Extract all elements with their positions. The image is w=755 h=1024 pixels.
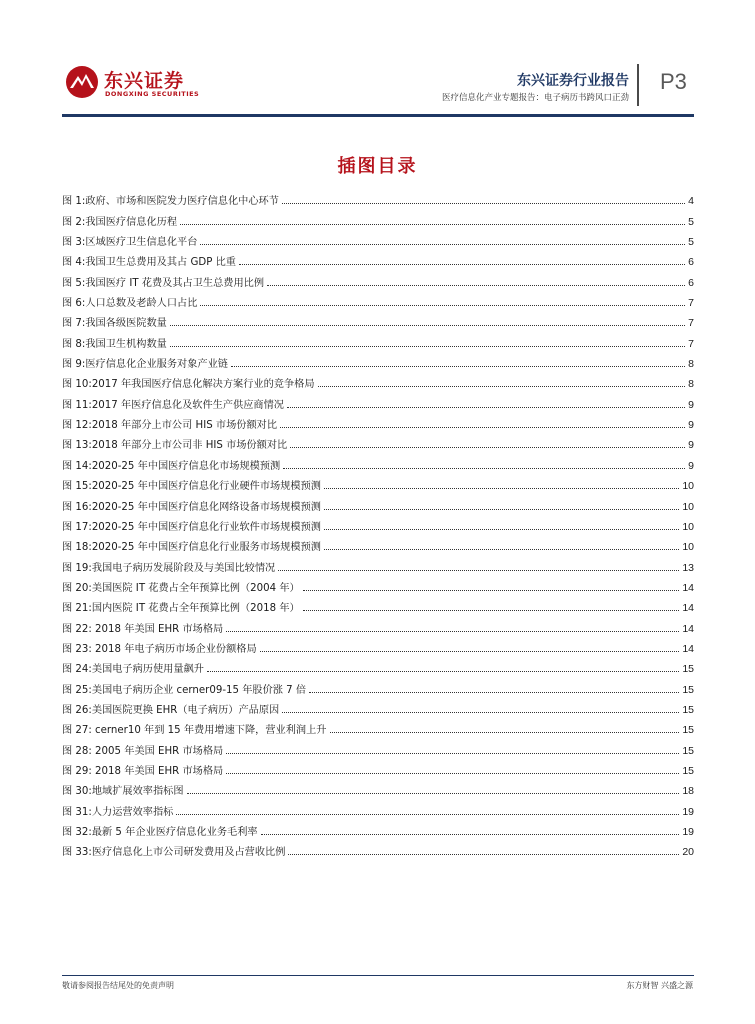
toc-leader-dots [180, 224, 685, 225]
toc-entry-label: 图 20:美国医院 IT 花费占全年预算比例（2004 年） [62, 582, 300, 594]
toc-entry-page: 15 [682, 683, 694, 696]
toc-entry[interactable] [62, 675, 694, 695]
toc-entry[interactable] [62, 513, 694, 533]
toc-entry-page: 7 [688, 337, 694, 350]
header-divider [637, 64, 639, 106]
toc-entry-page: 19 [682, 805, 694, 818]
toc-entry-page: 7 [688, 317, 694, 330]
toc-entry-label: 图 19:我国电子病历发展阶段及与美国比较情况 [62, 562, 276, 574]
toc-entry-page: 10 [682, 541, 694, 554]
toc-entry[interactable] [62, 757, 694, 777]
figure-toc-list [62, 187, 694, 858]
page-header [0, 0, 755, 118]
header-rule [62, 114, 694, 117]
toc-entry[interactable] [62, 289, 694, 309]
toc-leader-dots [170, 346, 685, 347]
toc-entry-page: 9 [688, 459, 694, 472]
toc-entry-page: 15 [682, 764, 694, 777]
toc-entry[interactable] [62, 370, 694, 390]
toc-leader-dots [330, 732, 680, 733]
toc-entry-label: 图 24:美国电子病历使用量飙升 [62, 664, 204, 676]
toc-leader-dots [324, 549, 679, 550]
toc-entry-label: 图 14:2020-25 年中国医疗信息化市场规模预测 [62, 460, 281, 472]
toc-leader-dots [231, 366, 685, 367]
toc-leader-dots [226, 631, 679, 632]
toc-leader-dots [176, 814, 679, 815]
toc-entry-page: 15 [682, 724, 694, 737]
toc-entry-page: 9 [688, 419, 694, 432]
toc-leader-dots [324, 488, 679, 489]
toc-entry-page: 6 [688, 256, 694, 269]
toc-entry-page: 4 [688, 195, 694, 208]
toc-entry-label: 图 33:医疗信息化上市公司研发费用及占营收比例 [62, 847, 286, 859]
toc-title: 插图目录 [337, 156, 418, 177]
toc-leader-dots [267, 285, 685, 286]
toc-leader-dots [170, 325, 685, 326]
toc-entry-label: 图 5:我国医疗 IT 花费及其占卫生总费用比例 [62, 277, 265, 289]
footer-rule [62, 975, 694, 976]
toc-entry-page: 14 [682, 581, 694, 594]
toc-entry[interactable] [62, 777, 694, 797]
toc-leader-dots [303, 590, 680, 591]
toc-leader-dots [303, 610, 680, 611]
toc-entry-label: 图 17:2020-25 年中国医疗信息化行业软件市场规模预测 [62, 521, 321, 533]
toc-leader-dots [282, 203, 685, 204]
toc-entry-page: 10 [682, 520, 694, 533]
toc-entry-label: 图 25:美国电子病历企业 cerner09-15 年股价涨 7 倍 [62, 684, 307, 696]
toc-leader-dots [324, 529, 679, 530]
toc-leader-dots [207, 671, 679, 672]
toc-entry-label: 图 8:我国卫生机构数量 [62, 338, 167, 350]
toc-leader-dots [318, 386, 686, 387]
toc-entry-page: 5 [688, 215, 694, 228]
toc-leader-dots [226, 773, 679, 774]
toc-entry-page: 19 [682, 826, 694, 838]
toc-leader-dots [290, 447, 685, 448]
toc-entry-label: 图 21:国内医院 IT 花费占全年预算比例（2018 年） [62, 603, 300, 615]
toc-entry[interactable] [62, 838, 694, 858]
toc-entry-page: 6 [688, 276, 694, 289]
toc-entry[interactable] [62, 818, 694, 838]
footer-slogan: 东方财智 兴盛之源 [626, 981, 693, 990]
toc-entry[interactable] [62, 594, 694, 614]
toc-leader-dots [287, 407, 685, 408]
toc-entry-page: 8 [688, 378, 694, 391]
toc-leader-dots [200, 305, 685, 306]
toc-leader-dots [200, 244, 685, 245]
toc-entry-label: 图 23: 2018 年电子病历市场企业份额格局 [62, 643, 257, 655]
toc-leader-dots [226, 753, 679, 754]
toc-entry-page: 9 [688, 398, 694, 411]
toc-entry-page: 9 [688, 439, 694, 452]
report-subtitle: 医疗信息化产业专题报告：电子病历书跨风口正劲 [441, 93, 629, 103]
logo-emblem-icon [64, 64, 100, 100]
toc-entry-page: 5 [688, 236, 694, 249]
toc-entry-label: 图 9:医疗信息化企业服务对象产业链 [62, 359, 228, 371]
toc-leader-dots [309, 692, 679, 693]
company-logo [64, 64, 200, 104]
toc-leader-dots [282, 712, 679, 713]
toc-entry-page: 18 [682, 785, 694, 798]
toc-entry-page: 10 [682, 500, 694, 513]
toc-entry-page: 7 [688, 297, 694, 310]
logo-text-cn: 东兴证券 [104, 70, 185, 92]
toc-entry-label: 图 16:2020-25 年中国医疗信息化网络设备市场规模预测 [62, 501, 321, 513]
toc-entry[interactable] [62, 472, 694, 492]
toc-entry[interactable] [62, 716, 694, 736]
toc-entry-page: 14 [682, 642, 694, 655]
toc-entry-label: 图 11:2017 年医疗信息化及软件生产供应商情况 [62, 399, 284, 411]
toc-entry-label: 图 31:人力运营效率指标 [62, 806, 174, 818]
toc-entry[interactable] [62, 207, 694, 227]
toc-entry[interactable] [62, 492, 694, 512]
toc-entry-page: 8 [688, 358, 694, 371]
toc-entry-label: 图 32:最新 5 年企业医疗信息化业务毛利率 [62, 827, 258, 838]
toc-entry[interactable] [62, 268, 694, 288]
footer-disclaimer: 敬请参阅报告结尾处的免责声明 [62, 981, 174, 990]
toc-entry-label: 图 26:美国医院更换 EHR（电子病历）产品原因 [62, 704, 280, 716]
toc-entry-label: 图 10:2017 年我国医疗信息化解决方案行业的竞争格局 [62, 379, 315, 391]
toc-entry-label: 图 28: 2005 年美国 EHR 市场格局 [62, 745, 224, 757]
toc-entry-page: 10 [682, 480, 694, 493]
toc-leader-dots [239, 264, 685, 265]
toc-entry-label: 图 18:2020-25 年中国医疗信息化行业服务市场规模预测 [62, 542, 321, 554]
toc-entry[interactable] [62, 635, 694, 655]
toc-entry-label: 图 27: cerner10 年到 15 年费用增速下降，营业利润上升 [62, 725, 327, 737]
toc-leader-dots [261, 834, 680, 835]
logo-text-en: DONGXING SECURITIES [105, 90, 200, 98]
toc-entry-label: 图 4:我国卫生总费用及其占 GDP 比重 [62, 257, 236, 269]
toc-entry[interactable] [62, 451, 694, 471]
toc-entry-label: 图 15:2020-25 年中国医疗信息化行业硬件市场规模预测 [62, 481, 321, 493]
toc-leader-dots [278, 570, 679, 571]
toc-entry[interactable] [62, 696, 694, 716]
toc-entry-label: 图 1:政府、市场和医院发力医疗信息化中心环节 [62, 196, 279, 208]
page-number: P3 [660, 69, 687, 94]
toc-entry[interactable] [62, 655, 694, 675]
toc-entry[interactable] [62, 736, 694, 756]
toc-leader-dots [280, 427, 685, 428]
toc-entry[interactable] [62, 553, 694, 573]
toc-entry-page: 15 [682, 744, 694, 757]
toc-leader-dots [260, 651, 680, 652]
report-title: 东兴证券行业报告 [517, 73, 629, 89]
toc-entry-page: 14 [682, 602, 694, 615]
toc-entry[interactable] [62, 248, 694, 268]
toc-entry[interactable] [62, 797, 694, 817]
toc-entry-label: 图 7:我国各级医院数量 [62, 318, 167, 330]
toc-entry-page: 14 [682, 622, 694, 635]
toc-entry-label: 图 29: 2018 年美国 EHR 市场格局 [62, 765, 224, 777]
toc-entry[interactable] [62, 533, 694, 553]
toc-entry[interactable] [62, 574, 694, 594]
toc-entry-page: 20 [682, 846, 694, 859]
toc-entry[interactable] [62, 329, 694, 349]
toc-entry[interactable] [62, 431, 694, 451]
toc-entry-page: 13 [682, 561, 694, 574]
toc-leader-dots [288, 854, 679, 855]
toc-entry[interactable] [62, 614, 694, 634]
toc-entry[interactable] [62, 350, 694, 370]
toc-entry[interactable] [62, 390, 694, 410]
toc-entry-label: 图 12:2018 年部分上市公司 HIS 市场份额对比 [62, 420, 278, 432]
toc-entry-page: 15 [682, 663, 694, 676]
toc-entry-label: 图 2:我国医疗信息化历程 [62, 216, 178, 228]
toc-entry[interactable] [62, 187, 694, 207]
toc-entry[interactable] [62, 228, 694, 248]
toc-leader-dots [187, 793, 680, 794]
toc-leader-dots [324, 509, 679, 510]
toc-entry-label: 图 13:2018 年部分上市公司非 HIS 市场份额对比 [62, 440, 288, 452]
toc-entry-page: 15 [682, 703, 694, 716]
toc-entry[interactable] [62, 309, 694, 329]
toc-entry-label: 图 6:人口总数及老龄人口占比 [62, 298, 198, 310]
toc-entry-label: 图 3:区域医疗卫生信息化平台 [62, 237, 198, 249]
toc-entry[interactable] [62, 411, 694, 431]
toc-leader-dots [283, 468, 685, 469]
toc-entry-label: 图 30:地域扩展效率指标图 [62, 786, 184, 798]
toc-entry-label: 图 22: 2018 年美国 EHR 市场格局 [62, 623, 224, 635]
